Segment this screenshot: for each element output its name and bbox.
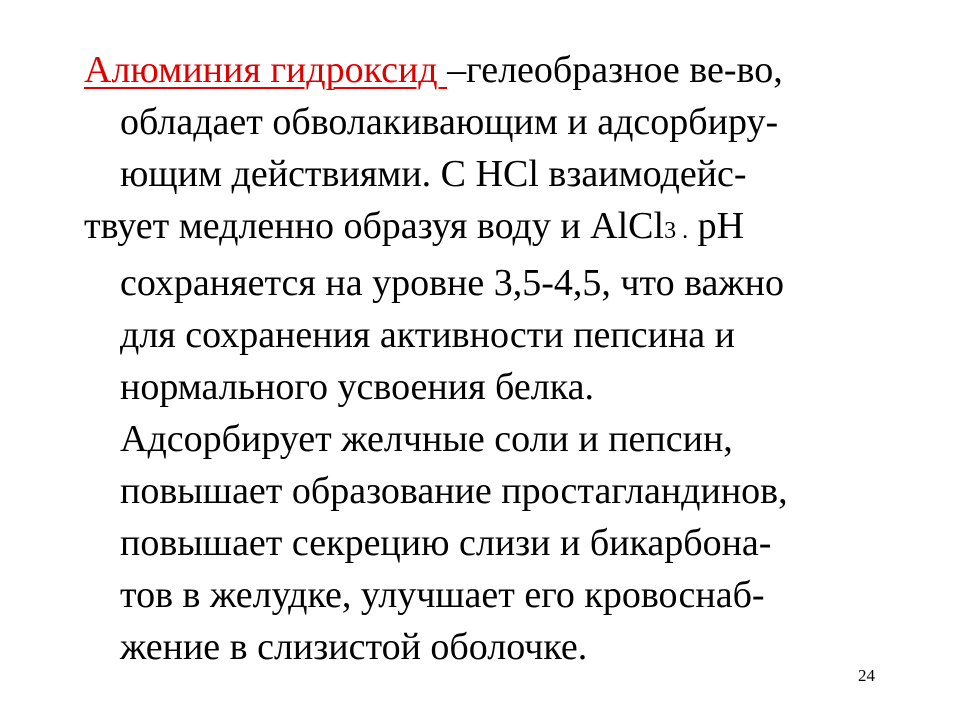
paragraph-2-line-8: тов в желудке, улучшает его кровоснаб- — [120, 574, 765, 616]
paragraph-2 — [84, 200, 884, 673]
formula-text: твует медленно образуя воду и AlCl — [84, 205, 665, 247]
paragraph-2-line-1 — [84, 200, 884, 257]
paragraph-2-line-3: для сохранения активности пепсина и — [120, 314, 735, 356]
paragraph-2-line-7: повышает секрецию слизи и бикарбона- — [120, 522, 772, 564]
definition-start: –гелеобразное ве-во, — [447, 49, 783, 91]
page-number: 24 — [858, 666, 875, 685]
paragraph-2-line-2: сохраняется на уровне 3,5-4,5, что важно — [120, 262, 784, 304]
paragraph-1-line-3: ющим действиями. С НСl взаимодейс- — [120, 153, 747, 195]
paragraph-2-line-5: Адсорбирует желчные соли и пепсин, — [120, 418, 733, 460]
paragraph-1 — [84, 44, 884, 200]
paragraph-2-line-4: нормального усвоения белка. — [120, 366, 594, 408]
paragraph-1-line-1 — [84, 44, 884, 96]
paragraph-1-line-2: обладает обволакивающим и адсорбиру- — [120, 101, 779, 143]
ph-text: pH — [688, 205, 745, 247]
formula-subscript: 3 . — [664, 218, 689, 244]
paragraph-2-line-6: повышает образование простагландинов, — [120, 470, 788, 512]
paragraph-2-line-9: жение в слизистой оболочке. — [120, 626, 588, 668]
term-aluminium-hydroxide: Алюминия гидроксид — [84, 49, 448, 91]
